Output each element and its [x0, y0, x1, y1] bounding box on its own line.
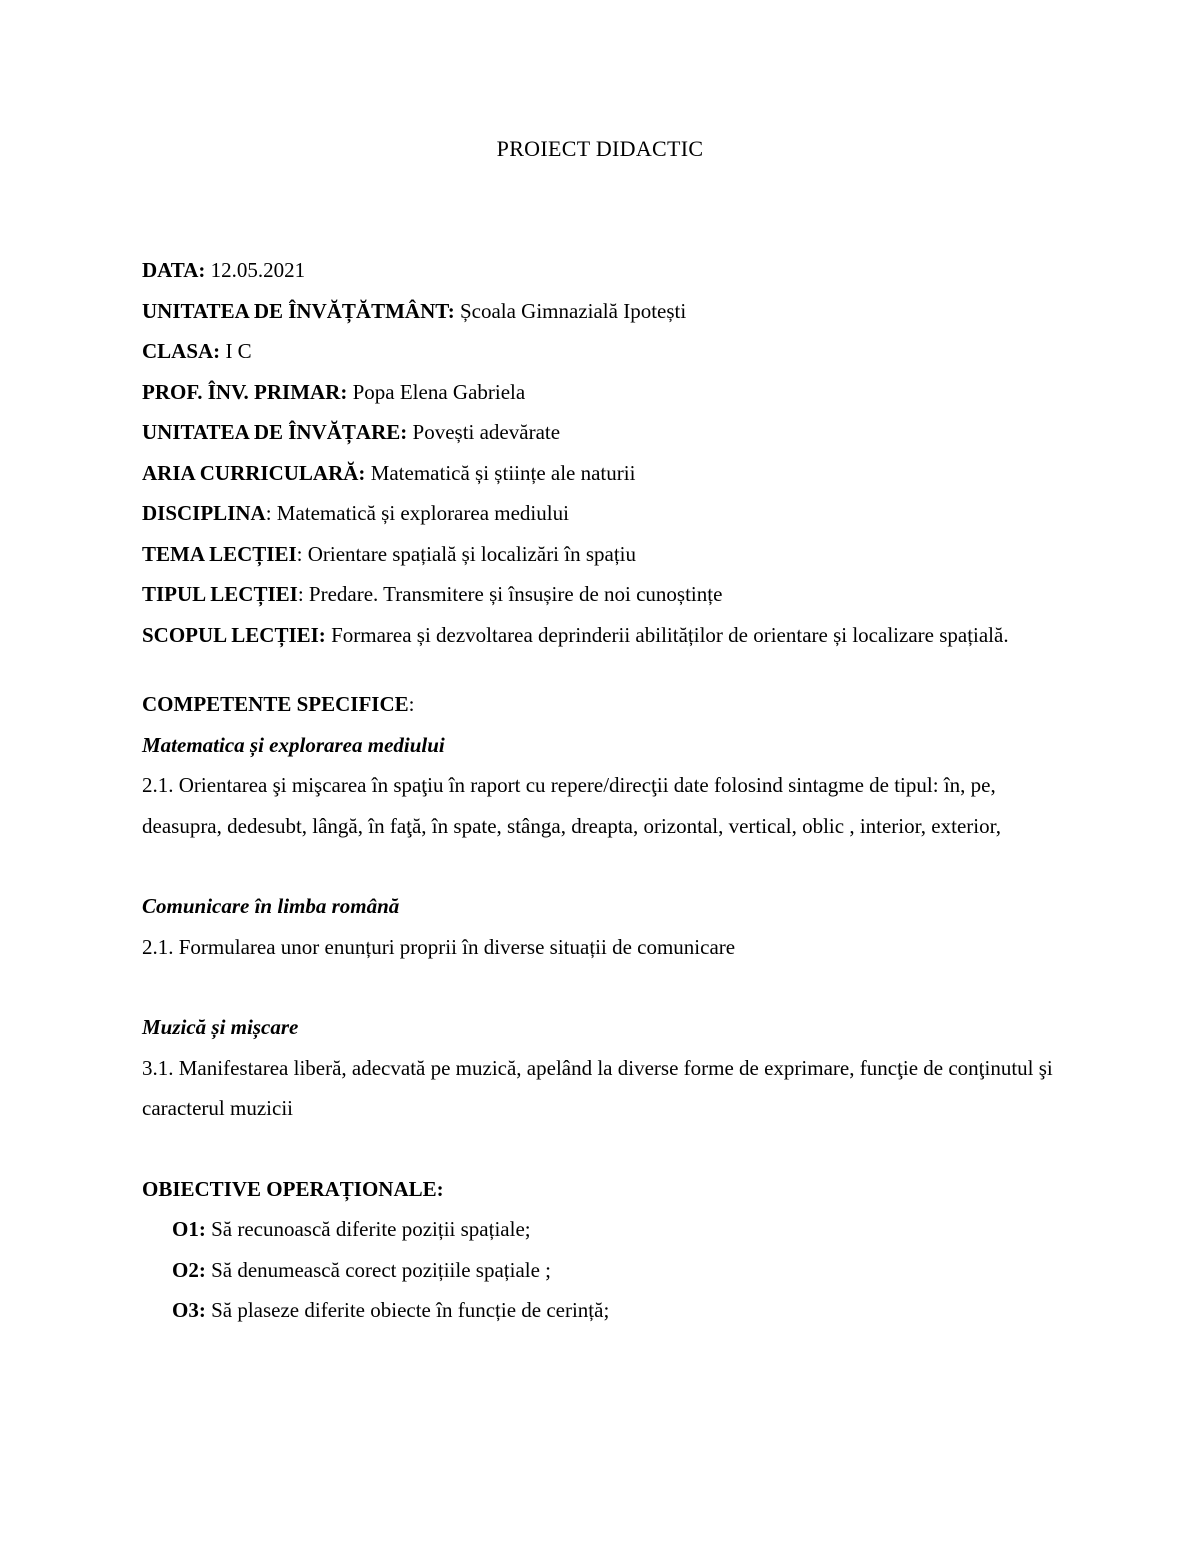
field-value: I C: [220, 339, 252, 363]
field-label: DATA:: [142, 258, 206, 282]
competence-item: 3.1. Manifestarea liberă, adecvată pe muzică, apelând la diverse forme de exprimare, funcţie de conţinutul şi caracterul muzicii: [142, 1055, 1053, 1120]
field-lesson-type: [142, 574, 1062, 615]
document-body: [142, 250, 1062, 1331]
competences-heading: [142, 684, 1062, 725]
competence-subject: [142, 725, 1062, 766]
objective-text: Să denumească corect pozițiile spațiale ;: [205, 1257, 552, 1282]
field-learning-unit: [142, 412, 1062, 453]
objective-code: O1:: [172, 1217, 206, 1241]
objective-item: [142, 1250, 1062, 1291]
field-value: 12.05.2021: [205, 258, 306, 282]
field-curricular-area: [142, 453, 1062, 494]
field-value: Popa Elena Gabriela: [347, 379, 526, 404]
field-label: UNITATEA DE ÎNVĂȚARE:: [142, 420, 408, 444]
field-label: UNITATEA DE ÎNVĂȚĂTMÂNT:: [142, 298, 455, 323]
objective-code: O2:: [172, 1257, 206, 1282]
objective-code: O3:: [172, 1298, 206, 1322]
objective-text: Să recunoască diferite poziții spațiale;: [205, 1217, 531, 1241]
field-value: : Predare. Transmitere și însușire de noi cunoștințe: [297, 582, 723, 606]
field-label: TIPUL LECȚIEI: [142, 582, 298, 606]
heading-suffix: :: [408, 692, 415, 716]
field-class: [142, 331, 1062, 372]
field-value: Povești adevărate: [407, 420, 561, 444]
document-title: PROIECT DIDACTIC: [496, 136, 704, 161]
field-discipline: [142, 493, 1062, 534]
field-label: TEMA LECȚIEI: [142, 541, 297, 566]
competence-item: 2.1. Formularea unor enunțuri proprii în diverse situații de comunicare: [142, 934, 736, 959]
field-lesson-scope: [142, 615, 1062, 656]
field-label: ARIA CURRICULARĂ:: [142, 460, 366, 485]
competence-subject: [142, 886, 1062, 927]
field-value: Formarea și dezvoltarea deprinderii abilităților de orientare și localizare spațială.: [325, 622, 1009, 647]
section-heading: OBIECTIVE OPERAȚIONALE:: [142, 1176, 444, 1201]
objective-item: [142, 1209, 1062, 1250]
objective-text: Să plaseze diferite obiecte în funcție de cerință;: [205, 1298, 610, 1322]
field-label: PROF. ÎNV. PRIMAR:: [142, 379, 348, 404]
field-value: Matematică și științe ale naturii: [365, 460, 636, 485]
competence-item: 2.1. Orientarea şi mişcarea în spaţiu în raport cu repere/direcţii date folosind sintagme de tipul: în, pe, deasupra, dedesubt, lângă, în faţă, în spate, stânga, dreapta, orizontal, vertical, oblic , interior, exterior,: [142, 773, 1001, 838]
field-label: CLASA:: [142, 339, 221, 363]
field-school: [142, 291, 1062, 332]
field-value: : Orientare spațială și localizări în spațiu: [296, 541, 637, 566]
subject-title: Muzică și mișcare: [142, 1015, 299, 1039]
field-date: [142, 250, 1062, 291]
objective-item: [142, 1290, 1062, 1331]
field-label: SCOPUL LECȚIEI:: [142, 622, 326, 647]
subject-title: Comunicare în limba română: [142, 894, 400, 918]
section-heading: COMPETENTE SPECIFICE: [142, 692, 409, 716]
field-teacher: [142, 372, 1062, 413]
field-value: Școala Gimnazială Ipotești: [454, 298, 687, 323]
competence-subject: [142, 1007, 1062, 1048]
field-value: : Matematică și explorarea mediului: [265, 501, 569, 525]
objectives-heading: [142, 1169, 1062, 1210]
field-lesson-theme: [142, 534, 1062, 575]
subject-title: Matematica și explorarea mediului: [142, 732, 445, 757]
field-label: DISCIPLINA: [142, 501, 266, 525]
